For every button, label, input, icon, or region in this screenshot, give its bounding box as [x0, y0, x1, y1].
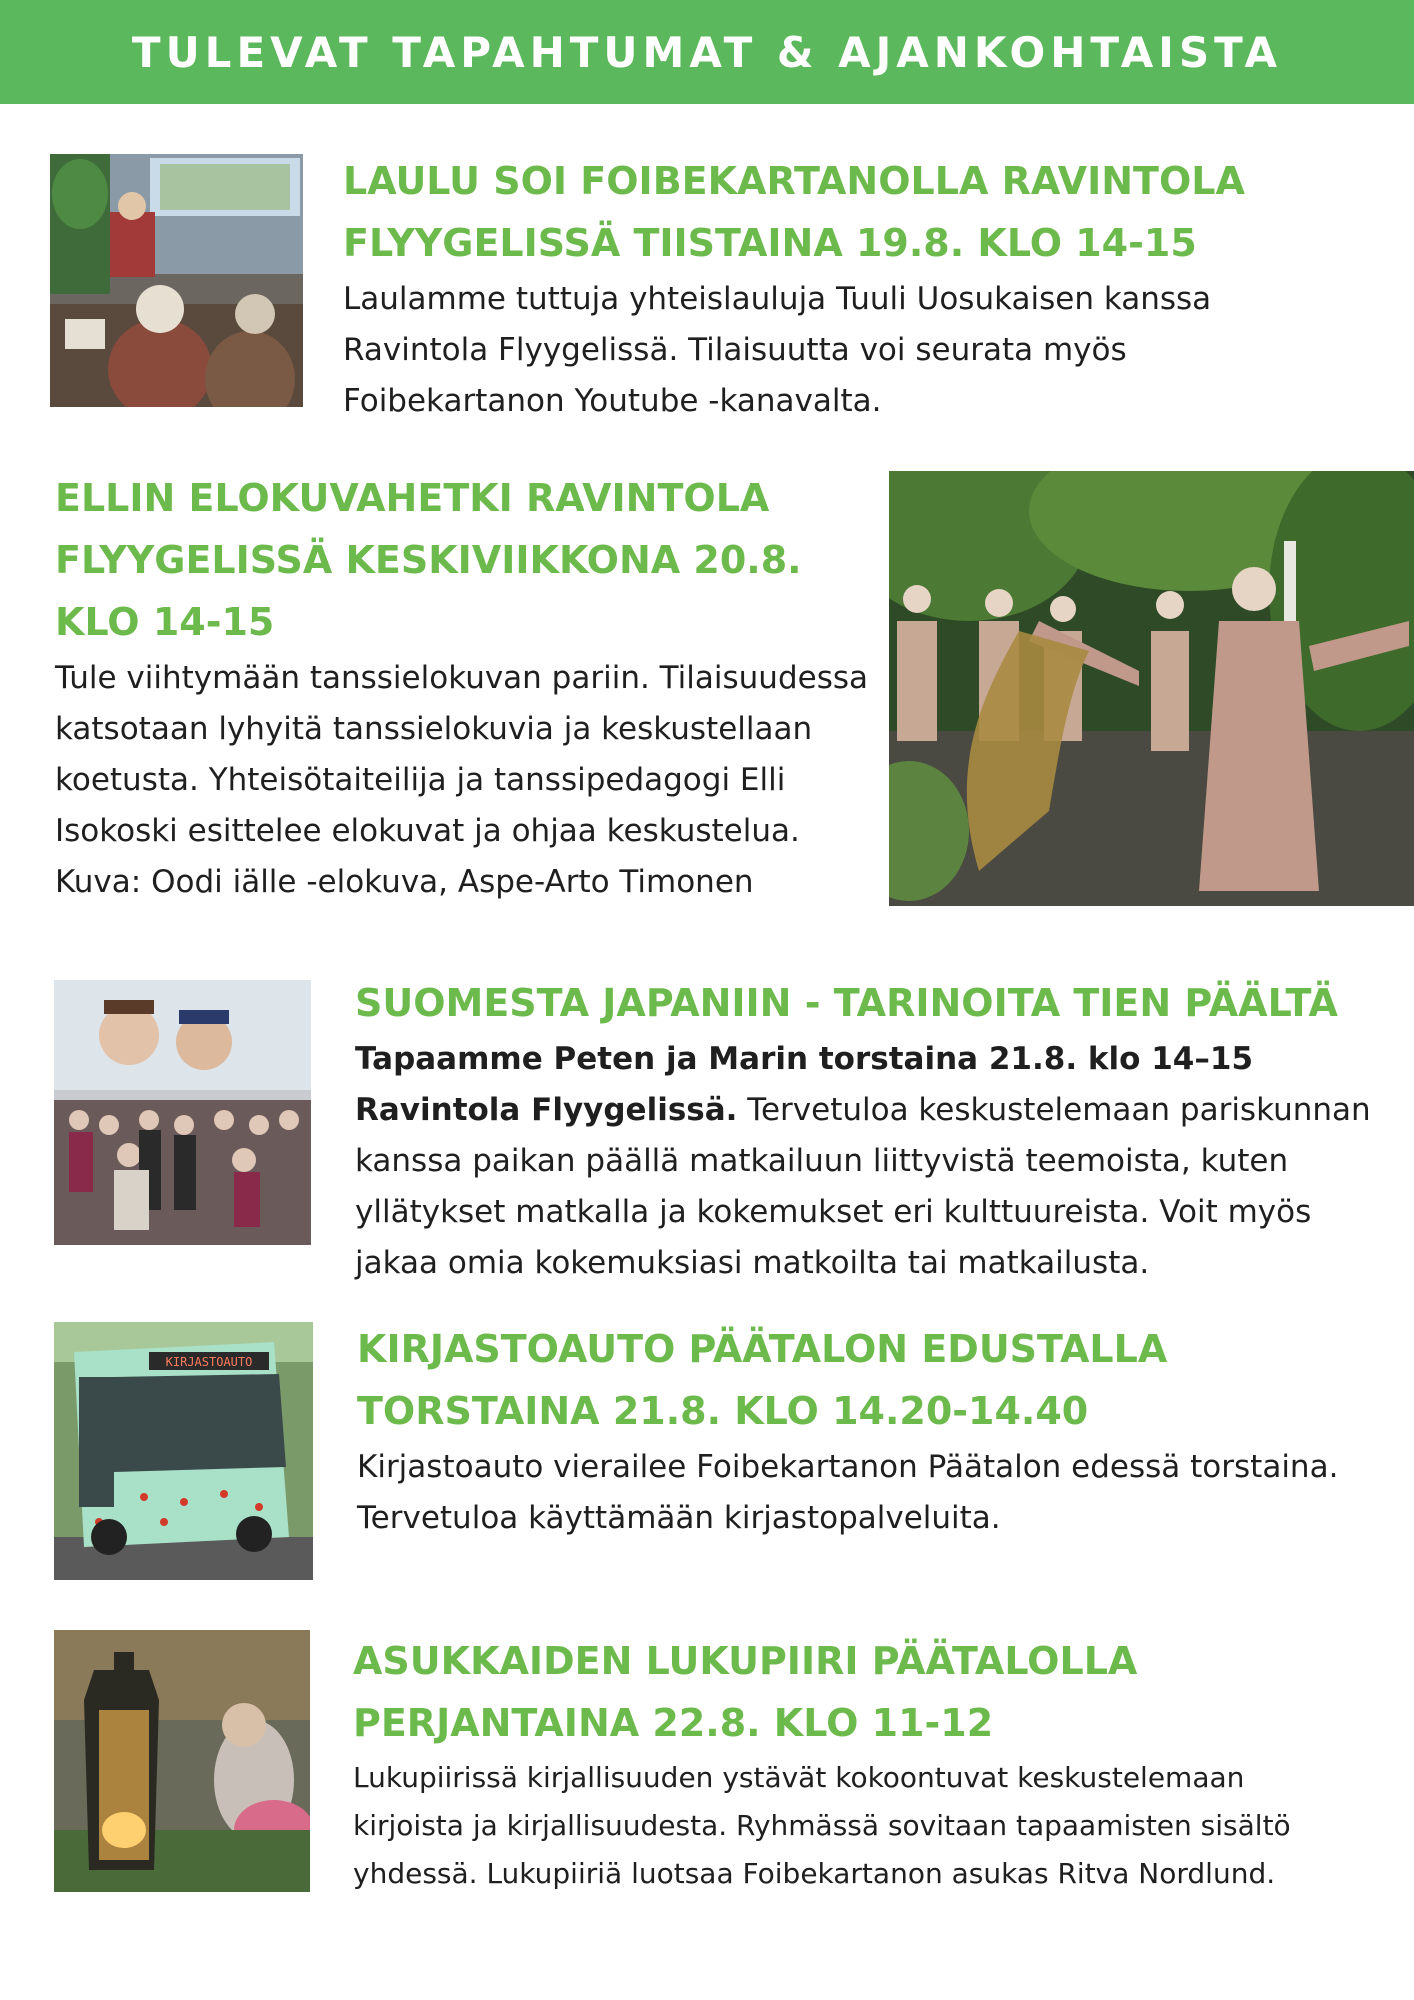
- event-dance-film: [55, 467, 875, 908]
- event-title: LAULU SOI FOIBEKARTANOLLA RAVINTOLA FLYYGELISSÄ TIISTAINA 19.8. KLO 14-15: [343, 159, 1245, 265]
- event-description: Laulamme tuttuja yhteislauluja Tuuli Uosukaisen kanssa Ravintola Flyygelissä. Tilaisuutta voi seurata myös Foibekartanon Youtube -kanavalta.: [343, 281, 1212, 419]
- page-title: TULEVAT TAPAHTUMAT & AJANKOHTAISTA: [131, 27, 1283, 77]
- event-description: [355, 1034, 1375, 1289]
- event-reading-circle: [353, 1630, 1373, 1898]
- library-bus-photo: [54, 1322, 313, 1580]
- event-title: ASUKKAIDEN LUKUPIIRI PÄÄTALOLLA PERJANTAINA 22.8. KLO 11-12: [353, 1639, 1138, 1745]
- event-description-bold: Tapaamme Peten ja Marin torstaina 21.8. klo 14–15 Ravintola Flyygelissä.: [355, 1041, 1254, 1128]
- dance-film-photo: [889, 471, 1414, 906]
- event-description: Tule viihtymään tanssielokuvan pariin. Tilaisuudessa katsotaan lyhyitä tanssielokuvia ja keskustellaan koetusta. Yhteisötaiteilija ja tanssipedagogi Elli Isokoski esittelee elokuvat ja ohjaa keskustelua. Kuva: Oodi iälle -elokuva, Aspe-Arto Timonen: [55, 660, 868, 900]
- event-description: Lukupiirissä kirjallisuuden ystävät kokoontuvat keskustelemaan kirjoista ja kirjallisuudesta. Ryhmässä sovitaan tapaamisten sisältö yhdessä. Lukupiiriä luotsaa Foibekartanon asukas Ritva Nordlund.: [353, 1761, 1291, 1890]
- event-description: Kirjastoauto vierailee Foibekartanon Päätalon edessä torstaina. Tervetuloa käyttämään kirjastopalveluita.: [357, 1449, 1339, 1536]
- event-title: SUOMESTA JAPANIIN - TARINOITA TIEN PÄÄLTÄ: [355, 981, 1338, 1025]
- event-travel-talk: [355, 972, 1375, 1289]
- event-library-bus: [357, 1318, 1377, 1544]
- event-description-rest: Tervetuloa keskustelemaan pariskunnan kanssa paikan päällä matkailuun liittyvistä teemoista, kuten yllätykset matkalla ja kokemukset eri kulttuureista. Voit myös jakaa omia kokemuksiasi matkoilta tai matkailusta.: [355, 1092, 1371, 1281]
- header-banner: [0, 0, 1414, 104]
- reading-circle-photo: [54, 1630, 310, 1892]
- event-sing-along: [343, 150, 1363, 427]
- travel-talk-photo: [54, 980, 311, 1245]
- sing-along-photo: [50, 154, 303, 407]
- bus-sign: KIRJASTOAUTO: [165, 1355, 253, 1369]
- event-title: KIRJASTOAUTO PÄÄTALON EDUSTALLA TORSTAINA 21.8. KLO 14.20-14.40: [357, 1327, 1168, 1433]
- event-title: ELLIN ELOKUVAHETKI RAVINTOLA FLYYGELISSÄ KESKIVIIKKONA 20.8. KLO 14-15: [55, 476, 802, 644]
